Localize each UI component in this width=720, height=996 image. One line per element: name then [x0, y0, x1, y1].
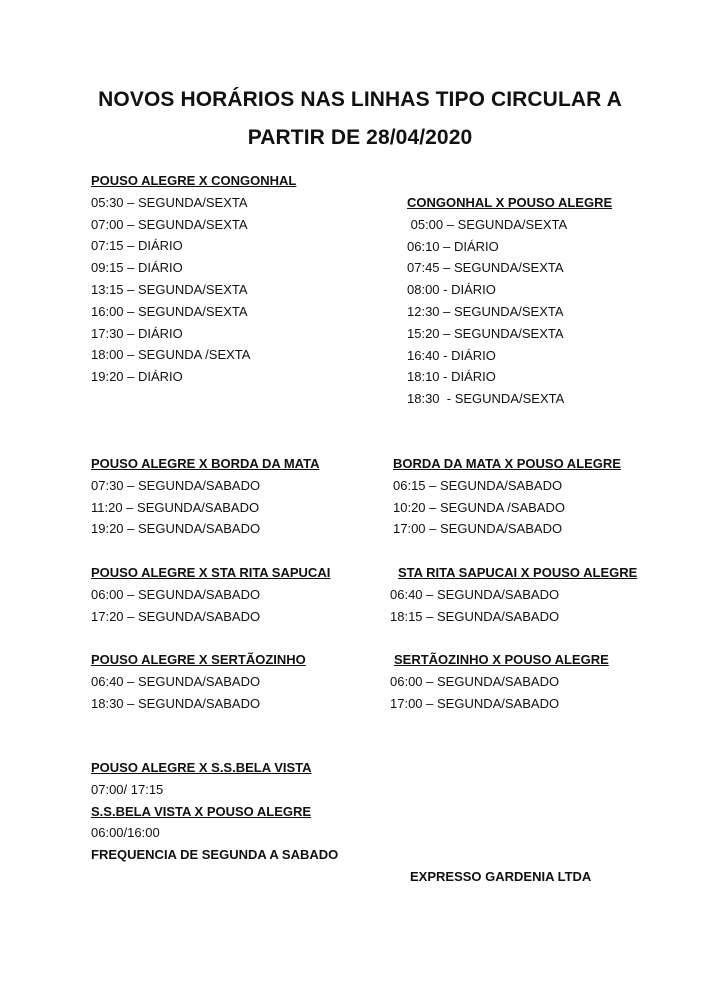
schedule-row: 05:30 – SEGUNDA/SEXTA — [91, 194, 248, 210]
schedule-row: 07:45 – SEGUNDA/SEXTA — [407, 260, 564, 276]
schedule-row: 06:00 – SEGUNDA/SABADO — [91, 586, 261, 602]
section-pouso-alegre-sta-rita — [91, 562, 330, 627]
schedule-row: 19:20 – DIÁRIO — [91, 369, 183, 385]
schedule-row: 07:00/ 17:15 — [91, 781, 164, 797]
schedule-row: 16:40 - DIÁRIO — [407, 347, 496, 363]
schedule-row: 13:15 – SEGUNDA/SEXTA — [91, 281, 248, 297]
schedule-row: 06:00/16:00 — [91, 825, 160, 841]
section-pouso-alegre-borda-da-mata — [91, 453, 319, 540]
schedule-row: 17:00 – SEGUNDA/SABADO — [390, 695, 560, 711]
schedule-row: 06:00 – SEGUNDA/SABADO — [390, 673, 560, 689]
schedule-row: 17:00 – SEGUNDA/SABADO — [393, 521, 563, 537]
schedule-row: 08:00 - DIÁRIO — [407, 282, 496, 298]
section-borda-da-mata-pouso-alegre — [393, 453, 621, 540]
schedule-row: 07:30 – SEGUNDA/SABADO — [91, 477, 261, 493]
section-header: POUSO ALEGRE X CONGONHAL — [91, 173, 297, 188]
schedule-row: 16:00 – SEGUNDA/SEXTA — [91, 303, 248, 319]
section-header: S.S.BELA VISTA X POUSO ALEGRE — [91, 803, 312, 819]
schedule-row: 10:20 – SEGUNDA /SABADO — [393, 499, 565, 515]
schedule-row: 12:30 – SEGUNDA/SEXTA — [407, 303, 564, 319]
section-header: BORDA DA MATA X POUSO ALEGRE — [393, 456, 621, 471]
section-congonhal-pouso-alegre — [407, 192, 612, 410]
schedule-row: 18:10 - DIÁRIO — [407, 369, 496, 385]
section-header: POUSO ALEGRE X STA RITA SAPUCAI — [91, 565, 331, 580]
schedule-row: 18:15 – SEGUNDA/SABADO — [390, 608, 560, 624]
schedule-row: 06:40 – SEGUNDA/SABADO — [390, 586, 560, 602]
schedule-row: 17:20 – SEGUNDA/SABADO — [91, 608, 261, 624]
section-header: POUSO ALEGRE X S.S.BELA VISTA — [91, 760, 312, 775]
schedule-row: 05:00 – SEGUNDA/SEXTA — [407, 216, 568, 232]
schedule-row: 11:20 – SEGUNDA/SABADO — [91, 499, 260, 515]
schedule-row: 06:10 – DIÁRIO — [407, 238, 499, 254]
section-header: POUSO ALEGRE X SERTÃOZINHO — [91, 652, 306, 667]
schedule-row: 06:15 – SEGUNDA/SABADO — [393, 477, 563, 493]
section-sertaozinho-pouso-alegre — [390, 649, 609, 714]
section-header: POUSO ALEGRE X BORDA DA MATA — [91, 456, 320, 471]
schedule-row: 18:30 – SEGUNDA/SABADO — [91, 695, 261, 711]
title-line-1: NOVOS HORÁRIOS NAS LINHAS TIPO CIRCULAR A — [98, 88, 622, 111]
schedule-row: 07:15 – DIÁRIO — [91, 238, 183, 254]
title-line-2: PARTIR DE 28/04/2020 — [247, 126, 473, 149]
schedule-row: 18:00 – SEGUNDA /SEXTA — [91, 347, 251, 363]
section-bela-vista — [91, 757, 338, 866]
schedule-row: 17:30 – DIÁRIO — [91, 325, 183, 341]
section-pouso-alegre-sertaozinho — [91, 649, 306, 714]
section-header: CONGONHAL X POUSO ALEGRE — [407, 195, 613, 210]
section-sta-rita-pouso-alegre — [390, 562, 637, 627]
section-pouso-alegre-congonhal — [91, 170, 296, 388]
schedule-row: 06:40 – SEGUNDA/SABADO — [91, 673, 261, 689]
schedule-row: 07:00 – SEGUNDA/SEXTA — [91, 216, 248, 232]
schedule-row: 19:20 – SEGUNDA/SABADO — [91, 521, 261, 537]
schedule-row: 18:30 - SEGUNDA/SEXTA — [407, 391, 565, 407]
schedule-row: 09:15 – DIÁRIO — [91, 260, 183, 276]
section-header: STA RITA SAPUCAI X POUSO ALEGRE — [398, 565, 638, 580]
section-header: SERTÃOZINHO X POUSO ALEGRE — [394, 652, 609, 667]
frequency-note: FREQUENCIA DE SEGUNDA A SABADO — [91, 847, 339, 863]
company-name: EXPRESSO GARDENIA LTDA — [410, 869, 592, 884]
schedule-row: 15:20 – SEGUNDA/SEXTA — [407, 325, 564, 341]
